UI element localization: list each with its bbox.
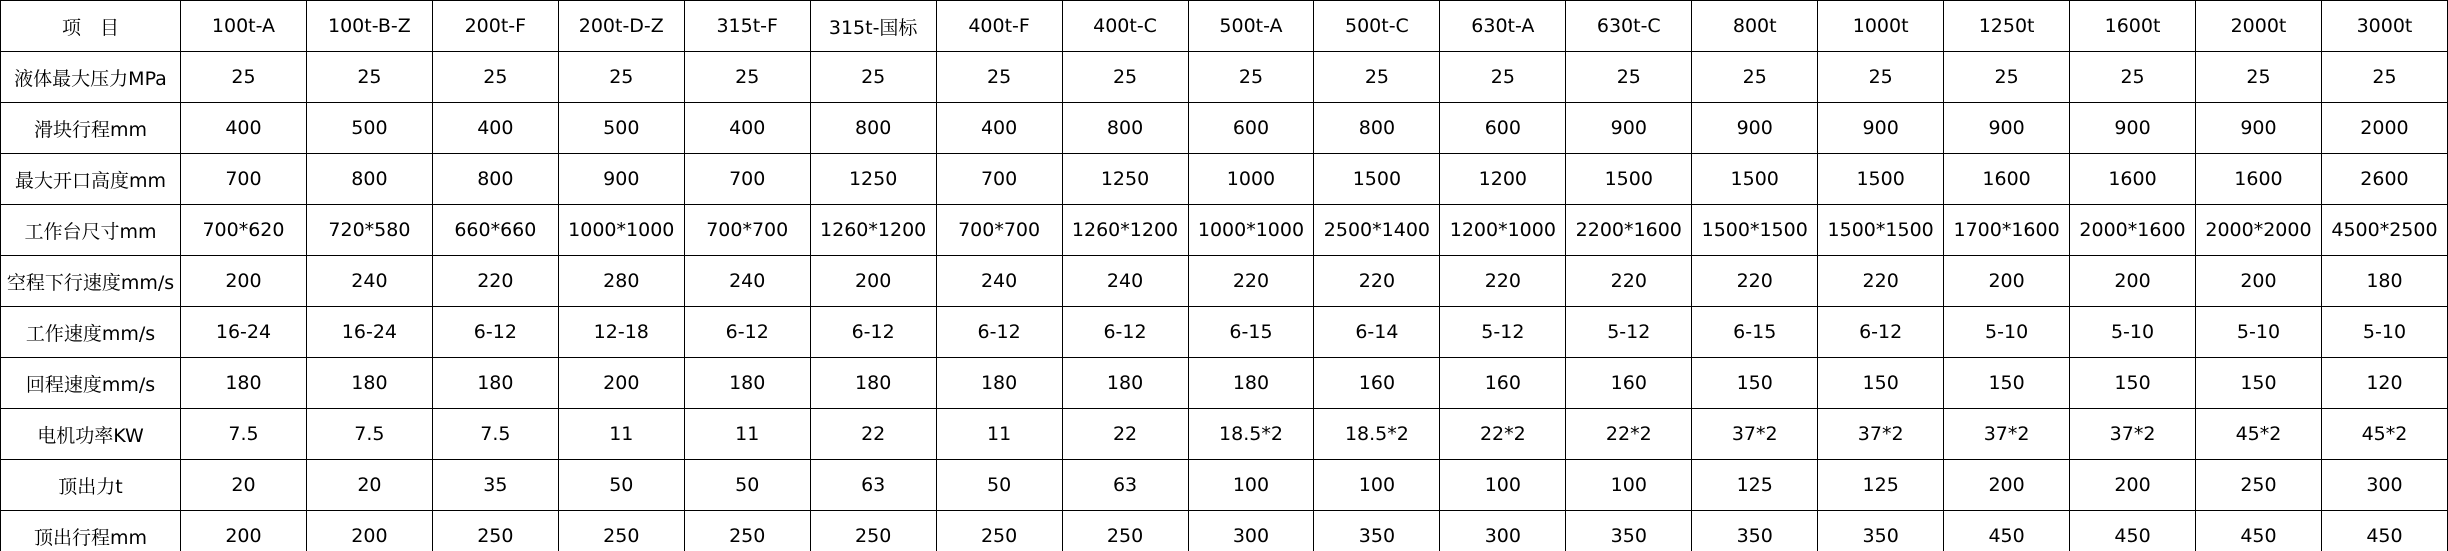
table-cell: 120 xyxy=(2321,358,2447,409)
table-cell: 25 xyxy=(558,52,684,103)
table-cell: 5-10 xyxy=(1944,307,2070,358)
table-cell: 25 xyxy=(810,52,936,103)
table-cell: 11 xyxy=(684,409,810,460)
table-cell: 700 xyxy=(936,154,1062,205)
table-cell: 25 xyxy=(432,52,558,103)
table-cell: 200 xyxy=(558,358,684,409)
table-cell: 22 xyxy=(810,409,936,460)
row-label: 回程速度mm/s xyxy=(1,358,181,409)
column-header: 3000t xyxy=(2321,1,2447,52)
table-cell: 1200*1000 xyxy=(1440,205,1566,256)
table-cell: 45*2 xyxy=(2196,409,2322,460)
table-cell: 240 xyxy=(306,256,432,307)
table-cell: 180 xyxy=(1188,358,1314,409)
table-cell: 220 xyxy=(1314,256,1440,307)
row-label: 滑块行程mm xyxy=(1,103,181,154)
column-header: 2000t xyxy=(2196,1,2322,52)
table-cell: 20 xyxy=(181,460,307,511)
table-cell: 7.5 xyxy=(306,409,432,460)
table-cell: 5-12 xyxy=(1440,307,1566,358)
column-header: 1250t xyxy=(1944,1,2070,52)
table-cell: 6-12 xyxy=(936,307,1062,358)
column-header: 200t-D-Z xyxy=(558,1,684,52)
table-cell: 6-12 xyxy=(684,307,810,358)
table-row xyxy=(1,460,2448,511)
table-cell: 50 xyxy=(558,460,684,511)
table-cell: 200 xyxy=(306,511,432,551)
table-cell: 900 xyxy=(2196,103,2322,154)
table-cell: 1000 xyxy=(1188,154,1314,205)
table-row xyxy=(1,409,2448,460)
table-cell: 1700*1600 xyxy=(1944,205,2070,256)
row-label: 顶出力t xyxy=(1,460,181,511)
table-cell: 2000*1600 xyxy=(2070,205,2196,256)
table-cell: 220 xyxy=(1818,256,1944,307)
table-cell: 300 xyxy=(2321,460,2447,511)
table-cell: 37*2 xyxy=(1944,409,2070,460)
table-cell: 400 xyxy=(684,103,810,154)
row-label: 空程下行速度mm/s xyxy=(1,256,181,307)
table-cell: 450 xyxy=(2196,511,2322,551)
table-cell: 800 xyxy=(1314,103,1440,154)
row-label: 工作台尺寸mm xyxy=(1,205,181,256)
table-cell: 200 xyxy=(2196,256,2322,307)
table-cell: 900 xyxy=(1818,103,1944,154)
table-cell: 25 xyxy=(2321,52,2447,103)
table-cell: 220 xyxy=(1440,256,1566,307)
table-cell: 240 xyxy=(684,256,810,307)
table-cell: 180 xyxy=(1062,358,1188,409)
column-header: 800t xyxy=(1692,1,1818,52)
table-cell: 5-10 xyxy=(2196,307,2322,358)
table-cell: 25 xyxy=(1440,52,1566,103)
column-header: 630t-A xyxy=(1440,1,1566,52)
table-cell: 200 xyxy=(181,511,307,551)
table-cell: 350 xyxy=(1566,511,1692,551)
table-cell: 450 xyxy=(2070,511,2196,551)
table-cell: 2600 xyxy=(2321,154,2447,205)
table-cell: 1000*1000 xyxy=(1188,205,1314,256)
table-cell: 5-10 xyxy=(2321,307,2447,358)
table-cell: 160 xyxy=(1440,358,1566,409)
table-cell: 280 xyxy=(558,256,684,307)
table-cell: 220 xyxy=(1692,256,1818,307)
table-cell: 25 xyxy=(2196,52,2322,103)
table-cell: 6-15 xyxy=(1188,307,1314,358)
table-cell: 2000 xyxy=(2321,103,2447,154)
table-cell: 25 xyxy=(1944,52,2070,103)
table-cell: 6-14 xyxy=(1314,307,1440,358)
column-header: 200t-F xyxy=(432,1,558,52)
table-cell: 11 xyxy=(936,409,1062,460)
table-row xyxy=(1,358,2448,409)
table-cell: 6-12 xyxy=(432,307,558,358)
table-cell: 200 xyxy=(2070,256,2196,307)
table-cell: 800 xyxy=(306,154,432,205)
table-cell: 700 xyxy=(684,154,810,205)
table-cell: 25 xyxy=(936,52,1062,103)
table-cell: 1250 xyxy=(1062,154,1188,205)
row-label: 顶出行程mm xyxy=(1,511,181,551)
row-label: 液体最大压力MPa xyxy=(1,52,181,103)
table-row xyxy=(1,511,2448,551)
table-cell: 50 xyxy=(936,460,1062,511)
table-cell: 50 xyxy=(684,460,810,511)
row-label: 电机功率KW xyxy=(1,409,181,460)
table-cell: 1250 xyxy=(810,154,936,205)
table-cell: 900 xyxy=(2070,103,2196,154)
table-cell: 35 xyxy=(432,460,558,511)
table-cell: 45*2 xyxy=(2321,409,2447,460)
table-cell: 25 xyxy=(2070,52,2196,103)
table-cell: 1260*1200 xyxy=(810,205,936,256)
table-cell: 200 xyxy=(181,256,307,307)
table-cell: 125 xyxy=(1692,460,1818,511)
table-row xyxy=(1,103,2448,154)
table-cell: 18.5*2 xyxy=(1188,409,1314,460)
table-cell: 2000*2000 xyxy=(2196,205,2322,256)
row-label: 工作速度mm/s xyxy=(1,307,181,358)
table-cell: 22*2 xyxy=(1440,409,1566,460)
table-cell: 150 xyxy=(2070,358,2196,409)
table-cell: 6-12 xyxy=(1818,307,1944,358)
table-cell: 400 xyxy=(936,103,1062,154)
table-cell: 900 xyxy=(1566,103,1692,154)
table-cell: 18.5*2 xyxy=(1314,409,1440,460)
table-cell: 220 xyxy=(1566,256,1692,307)
table-cell: 2200*1600 xyxy=(1566,205,1692,256)
table-cell: 350 xyxy=(1818,511,1944,551)
table-cell: 350 xyxy=(1314,511,1440,551)
table-cell: 220 xyxy=(432,256,558,307)
table-cell: 100 xyxy=(1188,460,1314,511)
table-cell: 2500*1400 xyxy=(1314,205,1440,256)
table-cell: 600 xyxy=(1440,103,1566,154)
table-cell: 250 xyxy=(558,511,684,551)
table-cell: 240 xyxy=(936,256,1062,307)
table-cell: 100 xyxy=(1566,460,1692,511)
table-cell: 180 xyxy=(181,358,307,409)
table-cell: 6-12 xyxy=(1062,307,1188,358)
table-cell: 7.5 xyxy=(432,409,558,460)
table-row xyxy=(1,205,2448,256)
table-cell: 350 xyxy=(1692,511,1818,551)
table-cell: 800 xyxy=(810,103,936,154)
table-cell: 800 xyxy=(432,154,558,205)
table-cell: 1200 xyxy=(1440,154,1566,205)
column-header: 100t-B-Z xyxy=(306,1,432,52)
table-cell: 180 xyxy=(2321,256,2447,307)
table-row xyxy=(1,154,2448,205)
table-cell: 1500 xyxy=(1692,154,1818,205)
table-cell: 250 xyxy=(684,511,810,551)
table-cell: 800 xyxy=(1062,103,1188,154)
table-cell: 1600 xyxy=(2070,154,2196,205)
table-cell: 7.5 xyxy=(181,409,307,460)
table-cell: 300 xyxy=(1440,511,1566,551)
table-cell: 5-12 xyxy=(1566,307,1692,358)
table-cell: 1600 xyxy=(1944,154,2070,205)
table-cell: 700*620 xyxy=(181,205,307,256)
table-cell: 720*580 xyxy=(306,205,432,256)
table-cell: 240 xyxy=(1062,256,1188,307)
table-row xyxy=(1,256,2448,307)
column-header: 100t-A xyxy=(181,1,307,52)
table-cell: 180 xyxy=(936,358,1062,409)
table-cell: 700 xyxy=(181,154,307,205)
table-cell: 63 xyxy=(1062,460,1188,511)
table-cell: 22*2 xyxy=(1566,409,1692,460)
table-cell: 6-12 xyxy=(810,307,936,358)
table-cell: 900 xyxy=(558,154,684,205)
column-header: 630t-C xyxy=(1566,1,1692,52)
column-header: 500t-A xyxy=(1188,1,1314,52)
column-header: 315t-F xyxy=(684,1,810,52)
table-cell: 1500 xyxy=(1314,154,1440,205)
table-cell: 450 xyxy=(1944,511,2070,551)
column-header: 400t-C xyxy=(1062,1,1188,52)
table-cell: 660*660 xyxy=(432,205,558,256)
table-cell: 450 xyxy=(2321,511,2447,551)
table-cell: 1000*1000 xyxy=(558,205,684,256)
header-items-label: 项 目 xyxy=(1,1,181,52)
table-cell: 160 xyxy=(1314,358,1440,409)
table-cell: 11 xyxy=(558,409,684,460)
table-cell: 150 xyxy=(1692,358,1818,409)
table-cell: 25 xyxy=(181,52,307,103)
table-cell: 180 xyxy=(432,358,558,409)
table-cell: 20 xyxy=(306,460,432,511)
table-cell: 220 xyxy=(1188,256,1314,307)
table-cell: 125 xyxy=(1818,460,1944,511)
table-cell: 700*700 xyxy=(936,205,1062,256)
table-cell: 250 xyxy=(1062,511,1188,551)
table-cell: 16-24 xyxy=(181,307,307,358)
table-cell: 400 xyxy=(181,103,307,154)
table-cell: 500 xyxy=(306,103,432,154)
table-cell: 250 xyxy=(936,511,1062,551)
table-cell: 12-18 xyxy=(558,307,684,358)
table-cell: 25 xyxy=(1062,52,1188,103)
column-header: 400t-F xyxy=(936,1,1062,52)
table-cell: 25 xyxy=(684,52,810,103)
row-label: 最大开口高度mm xyxy=(1,154,181,205)
table-cell: 150 xyxy=(1944,358,2070,409)
table-cell: 63 xyxy=(810,460,936,511)
table-cell: 100 xyxy=(1314,460,1440,511)
table-cell: 25 xyxy=(1566,52,1692,103)
table-cell: 5-10 xyxy=(2070,307,2196,358)
table-cell: 1500*1500 xyxy=(1692,205,1818,256)
table-cell: 200 xyxy=(2070,460,2196,511)
table-cell: 250 xyxy=(810,511,936,551)
table-cell: 1500*1500 xyxy=(1818,205,1944,256)
table-cell: 180 xyxy=(810,358,936,409)
table-cell: 6-15 xyxy=(1692,307,1818,358)
table-cell: 900 xyxy=(1944,103,2070,154)
table-cell: 37*2 xyxy=(1818,409,1944,460)
table-cell: 25 xyxy=(306,52,432,103)
table-cell: 16-24 xyxy=(306,307,432,358)
table-cell: 400 xyxy=(432,103,558,154)
table-cell: 1500 xyxy=(1566,154,1692,205)
column-header: 500t-C xyxy=(1314,1,1440,52)
table-cell: 600 xyxy=(1188,103,1314,154)
table-cell: 25 xyxy=(1314,52,1440,103)
table-row xyxy=(1,52,2448,103)
table-cell: 37*2 xyxy=(2070,409,2196,460)
table-cell: 1500 xyxy=(1818,154,1944,205)
table-cell: 150 xyxy=(2196,358,2322,409)
table-cell: 25 xyxy=(1692,52,1818,103)
table-row xyxy=(1,307,2448,358)
table-cell: 500 xyxy=(558,103,684,154)
table-cell: 4500*2500 xyxy=(2321,205,2447,256)
table-cell: 300 xyxy=(1188,511,1314,551)
table-cell: 1600 xyxy=(2196,154,2322,205)
table-cell: 250 xyxy=(2196,460,2322,511)
table-cell: 100 xyxy=(1440,460,1566,511)
table-cell: 180 xyxy=(306,358,432,409)
table-cell: 250 xyxy=(432,511,558,551)
table-header-row xyxy=(1,1,2448,52)
table-cell: 900 xyxy=(1692,103,1818,154)
table-cell: 200 xyxy=(1944,460,2070,511)
column-header: 1600t xyxy=(2070,1,2196,52)
table-cell: 25 xyxy=(1818,52,1944,103)
column-header: 1000t xyxy=(1818,1,1944,52)
table-cell: 1260*1200 xyxy=(1062,205,1188,256)
table-cell: 700*700 xyxy=(684,205,810,256)
table-cell: 200 xyxy=(1944,256,2070,307)
table-cell: 22 xyxy=(1062,409,1188,460)
table-cell: 25 xyxy=(1188,52,1314,103)
table-cell: 150 xyxy=(1818,358,1944,409)
table-cell: 200 xyxy=(810,256,936,307)
table-cell: 180 xyxy=(684,358,810,409)
column-header: 315t-国标 xyxy=(810,1,936,52)
table-cell: 160 xyxy=(1566,358,1692,409)
table-cell: 37*2 xyxy=(1692,409,1818,460)
